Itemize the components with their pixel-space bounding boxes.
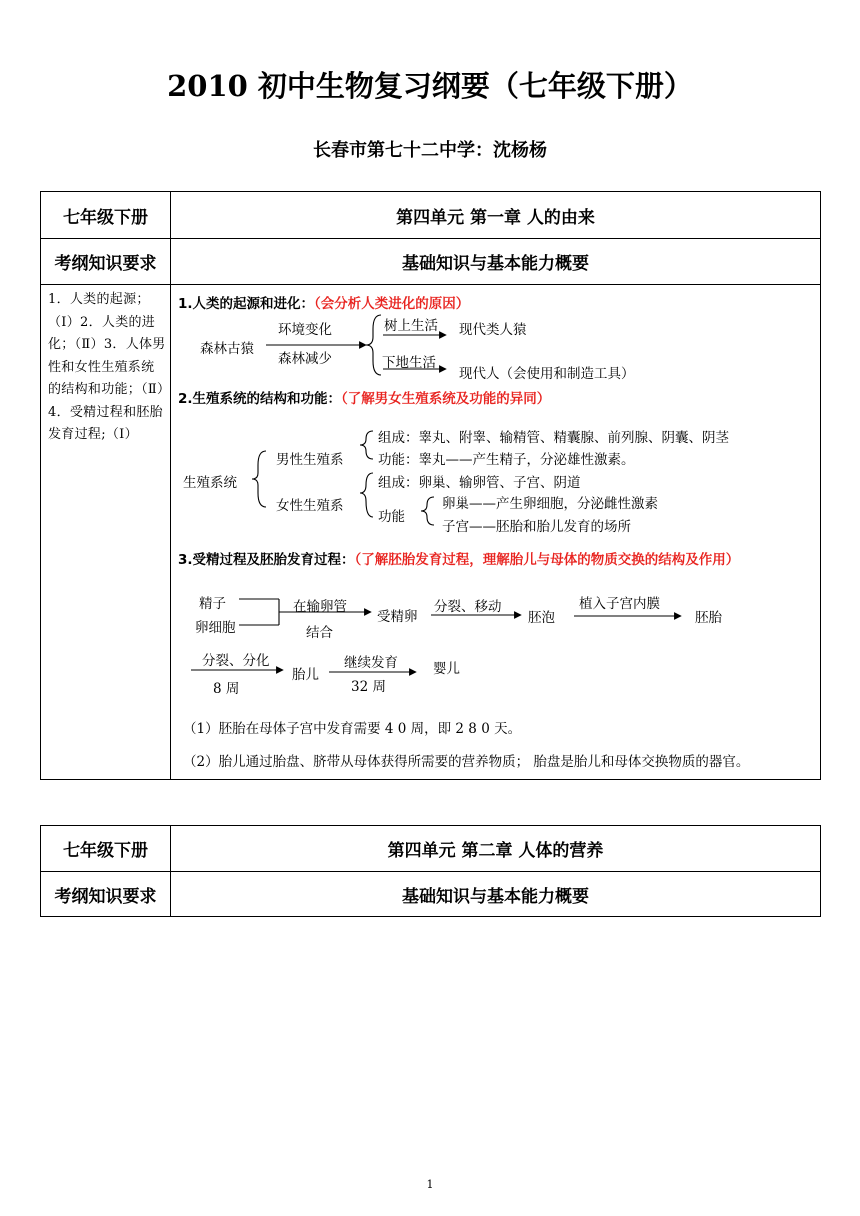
- environment-change-label: 环境变化: [278, 322, 332, 338]
- grade-label: 七年级下册: [63, 207, 148, 228]
- implantation-label: 植入子宫内膜: [579, 596, 660, 612]
- uterus-function: 子宫——胚胎和胎儿发育的场所: [442, 519, 631, 535]
- section-3-heading: 3.受精过程及胚胎发育过程：: [178, 552, 355, 568]
- subheader-left-cell: [41, 239, 171, 284]
- page-subtitle: 长春市第七十二中学：沈杨杨: [313, 140, 547, 161]
- blastocyst-label: 胚泡: [528, 610, 555, 626]
- forest-ape-label: 森林古猿: [200, 341, 254, 357]
- modern-ape-label: 现代类人猿: [459, 322, 527, 338]
- header-row: [41, 192, 820, 238]
- female-composition: 组成：卵巢、输卵管、子宫、阴道: [378, 475, 581, 491]
- division-differentiation-label: 分裂、分化: [202, 653, 270, 669]
- continue-develop-label: 继续发育: [344, 655, 398, 671]
- header-left-cell: [41, 826, 171, 871]
- in-oviduct-label: 在输卵管: [293, 599, 347, 615]
- ground-life-label: 下地生活: [382, 355, 436, 371]
- egg-cell-label: 卵细胞: [195, 620, 236, 636]
- chapter-title: 第四单元 第二章 人体的营养: [387, 841, 604, 861]
- section-2-note: （了解男女生殖系统及功能的异同）: [341, 391, 551, 407]
- tree-life-label: 树上生活: [384, 318, 438, 334]
- section-1-note: （会分析人类进化的原因）: [314, 296, 470, 312]
- section-1-heading-line: [178, 292, 469, 312]
- section-2-heading: 2.生殖系统的结构和功能：: [178, 391, 342, 407]
- note-gestation: （1）胚胎在母体子宫中发育需要 4 0 周，即 2 8 0 天。: [183, 721, 522, 737]
- subheader-right-cell: [171, 239, 820, 284]
- fetus-label: 胎儿: [292, 667, 319, 683]
- chapter-table-1: [40, 191, 821, 780]
- requirements-heading: 考纲知识要求: [54, 886, 157, 907]
- zygote-label: 受精卵: [377, 609, 418, 625]
- summary-cell: [171, 285, 820, 779]
- female-brace: [360, 473, 373, 517]
- section-3-note: （了解胚胎发育过程，理解胎儿与母体的物质交换的结构及作用）: [354, 552, 740, 568]
- male-brace: [360, 431, 373, 459]
- baby-label: 婴儿: [433, 661, 460, 677]
- combine-label: 结合: [306, 625, 333, 641]
- eight-weeks-label: 8 周: [213, 681, 240, 697]
- reproductive-system-label: 生殖系统: [183, 475, 237, 491]
- note-placenta: （2）胎儿通过胎盘、脐带从母体获得所需要的营养物质； 胎盘是胎儿和母体交换物质的器官。: [183, 754, 750, 770]
- female-system-label: 女性生殖系: [276, 498, 344, 514]
- section-2-heading-line: [178, 387, 550, 407]
- embryo-label: 胚胎: [695, 610, 722, 626]
- subheader-row: [41, 872, 820, 916]
- subheader-right-cell: [171, 872, 820, 916]
- header-right-cell: [171, 826, 820, 871]
- reproductive-brace: [252, 451, 266, 507]
- header-row: [41, 826, 820, 871]
- content-row: [41, 285, 820, 779]
- modern-human-label: 现代人（会使用和制造工具）: [459, 366, 635, 382]
- page-title: 2010 初中生物复习纲要（七年级下册）: [167, 69, 693, 103]
- male-composition: 组成：睾丸、附睾、输精管、精囊腺、前列腺、阴囊、阴茎: [378, 430, 729, 446]
- thirty-two-weeks-label: 32 周: [351, 679, 386, 695]
- male-system-label: 男性生殖系: [276, 452, 344, 468]
- section-3-heading-line: [178, 548, 739, 568]
- female-function-label: 功能: [378, 509, 405, 525]
- chapter-table-2: [40, 825, 821, 917]
- header-right-cell: [171, 192, 820, 238]
- evolution-brace: [366, 315, 381, 375]
- chapter-title: 第四单元 第一章 人的由来: [396, 207, 595, 228]
- subheader-left-cell: [41, 872, 171, 916]
- section-1-heading: 1.人类的起源和进化：: [178, 296, 315, 312]
- grade-label: 七年级下册: [63, 841, 148, 861]
- summary-heading: 基础知识与基本能力概要: [402, 886, 589, 907]
- female-function-brace: [421, 497, 434, 525]
- requirements-heading: 考纲知识要求: [54, 254, 157, 274]
- ovary-function: 卵巢——产生卵细胞，分泌雌性激素: [442, 496, 658, 512]
- requirements-cell: [41, 285, 171, 779]
- division-move-label: 分裂、移动: [434, 599, 502, 615]
- sperm-label: 精子: [199, 596, 226, 612]
- requirements-list: 1．人类的起源；（Ⅰ）2．人类的进化；（Ⅱ）3．人体男性和女性生殖系统的结构和功能；（Ⅱ）4．受精过程和胚胎发育过程;（Ⅰ）: [48, 292, 166, 442]
- forest-reduction-label: 森林减少: [278, 351, 332, 367]
- page-number: 1: [426, 1178, 434, 1191]
- header-left-cell: [41, 192, 171, 238]
- subheader-row: [41, 239, 820, 284]
- male-function: 功能：睾丸——产生精子，分泌雄性激素。: [378, 452, 635, 468]
- summary-heading: 基础知识与基本能力概要: [402, 254, 589, 274]
